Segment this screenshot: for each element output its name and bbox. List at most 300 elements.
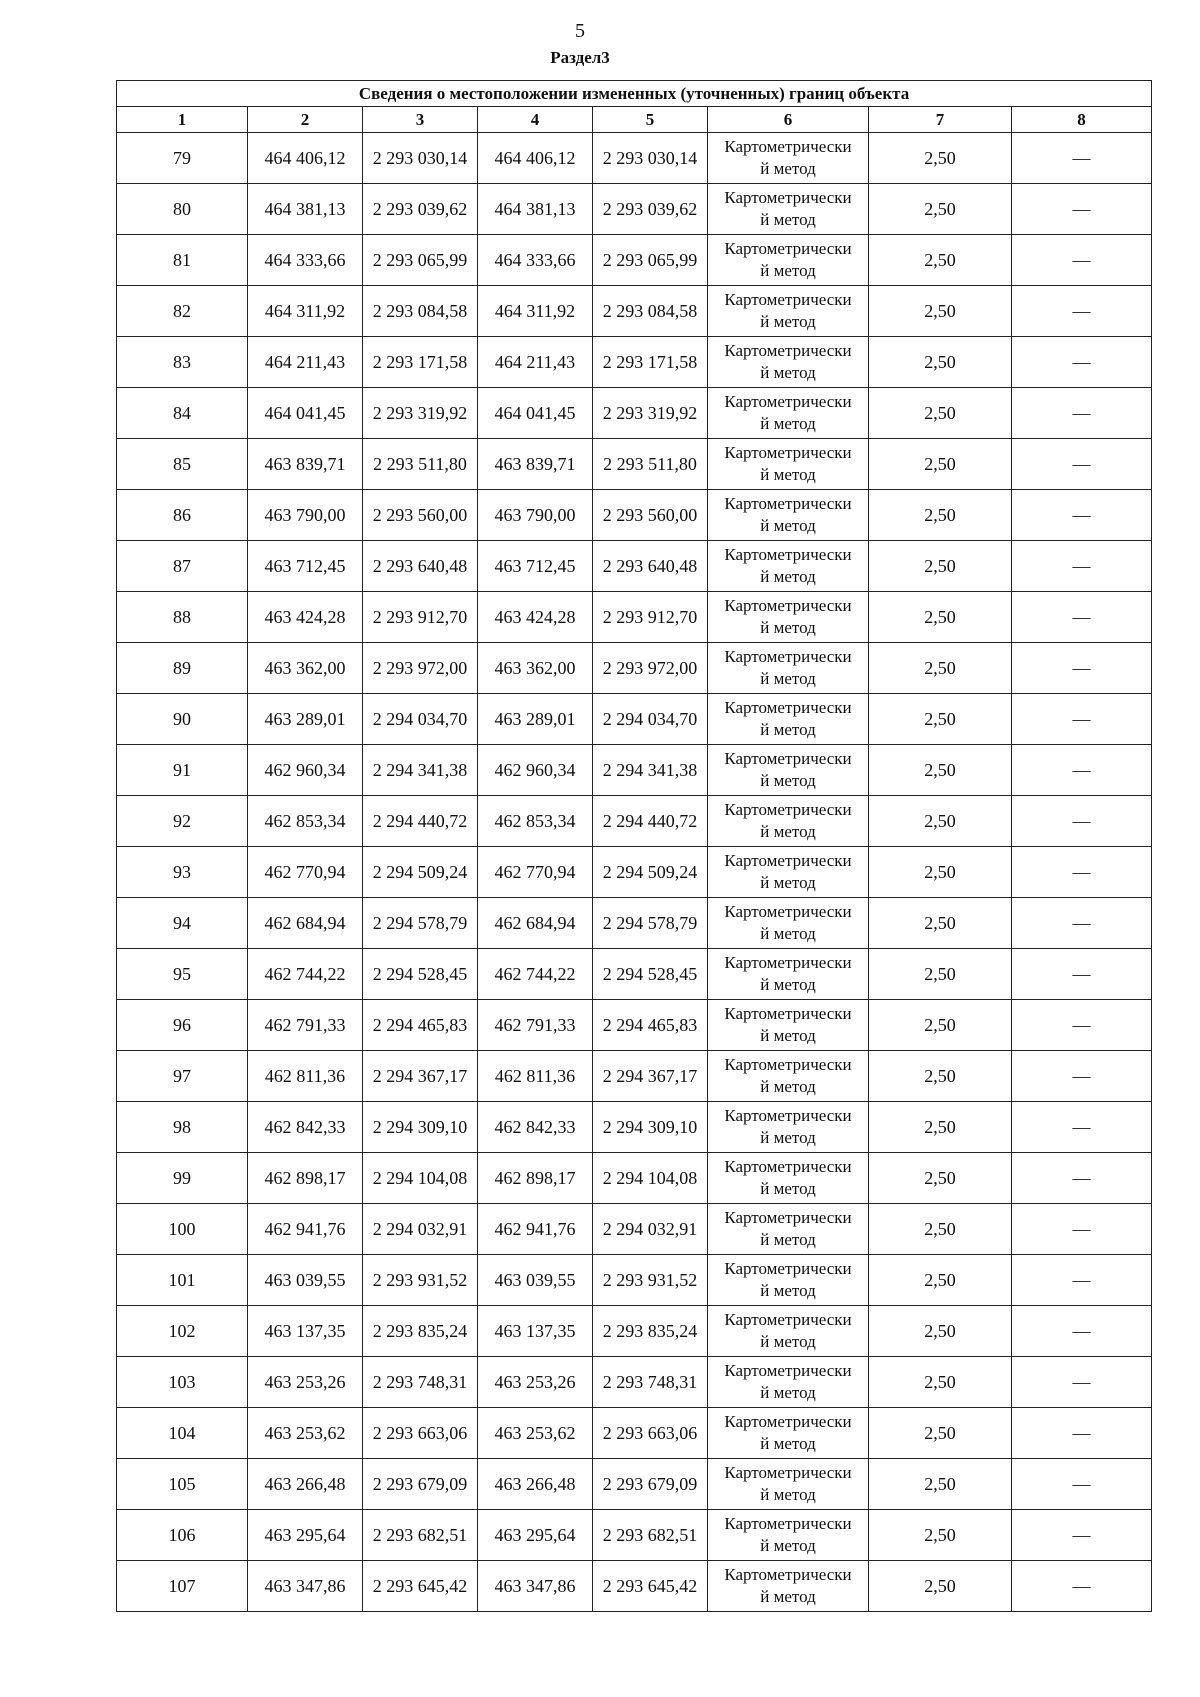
- note-cell: —: [1012, 184, 1152, 235]
- point-number-cell: 95: [117, 949, 248, 1000]
- y-coordinate-cell: 2 293 560,00: [593, 490, 708, 541]
- y-coordinate-cell: 2 294 578,79: [593, 898, 708, 949]
- method-text: Картометрически: [724, 851, 852, 870]
- y-coordinate-cell: 2 293 663,06: [593, 1408, 708, 1459]
- accuracy-cell: 2,50: [869, 592, 1012, 643]
- y-coordinate-cell: 2 293 319,92: [593, 388, 708, 439]
- y-coordinate-cell: 2 293 084,58: [593, 286, 708, 337]
- accuracy-cell: 2,50: [869, 286, 1012, 337]
- note-cell: —: [1012, 1510, 1152, 1561]
- accuracy-cell: 2,50: [869, 898, 1012, 949]
- method-text: Картометрически: [724, 749, 852, 768]
- method-text: Картометрически: [724, 800, 852, 819]
- note-cell: —: [1012, 898, 1152, 949]
- x-coordinate-cell: 463 253,62: [478, 1408, 593, 1459]
- table-caption: Сведения о местоположении измененных (уточненных) границ объекта: [117, 81, 1152, 107]
- accuracy-cell: 2,50: [869, 694, 1012, 745]
- method-text: Картометрически: [724, 698, 852, 717]
- x-coordinate-cell: 463 839,71: [248, 439, 363, 490]
- x-coordinate-cell: 463 362,00: [478, 643, 593, 694]
- y-coordinate-cell: 2 293 171,58: [363, 337, 478, 388]
- point-number-cell: 104: [117, 1408, 248, 1459]
- y-coordinate-cell: 2 294 104,08: [363, 1153, 478, 1204]
- method-text: Картометрически: [724, 443, 852, 462]
- x-coordinate-cell: 463 266,48: [478, 1459, 593, 1510]
- y-coordinate-cell: 2 293 912,70: [363, 592, 478, 643]
- x-coordinate-cell: 463 253,26: [478, 1357, 593, 1408]
- method-cell: [708, 694, 869, 745]
- method-text: й метод: [760, 1587, 816, 1606]
- x-coordinate-cell: 463 362,00: [248, 643, 363, 694]
- x-coordinate-cell: 464 211,43: [248, 337, 363, 388]
- x-coordinate-cell: 463 137,35: [248, 1306, 363, 1357]
- x-coordinate-cell: 464 381,13: [478, 184, 593, 235]
- y-coordinate-cell: 2 294 104,08: [593, 1153, 708, 1204]
- accuracy-cell: 2,50: [869, 1306, 1012, 1357]
- point-number-cell: 84: [117, 388, 248, 439]
- x-coordinate-cell: 462 770,94: [248, 847, 363, 898]
- method-text: й метод: [760, 873, 816, 892]
- method-text: й метод: [760, 465, 816, 484]
- y-coordinate-cell: 2 293 972,00: [593, 643, 708, 694]
- point-number-cell: 107: [117, 1561, 248, 1612]
- method-text: й метод: [760, 669, 816, 688]
- x-coordinate-cell: 462 941,76: [248, 1204, 363, 1255]
- y-coordinate-cell: 2 294 528,45: [593, 949, 708, 1000]
- method-cell: [708, 337, 869, 388]
- y-coordinate-cell: 2 294 309,10: [363, 1102, 478, 1153]
- x-coordinate-cell: 463 289,01: [248, 694, 363, 745]
- accuracy-cell: 2,50: [869, 1255, 1012, 1306]
- y-coordinate-cell: 2 293 030,14: [363, 133, 478, 184]
- point-number-cell: 83: [117, 337, 248, 388]
- point-number-cell: 82: [117, 286, 248, 337]
- method-cell: [708, 1153, 869, 1204]
- method-cell: [708, 133, 869, 184]
- column-number: 3: [363, 107, 478, 133]
- method-cell: [708, 1102, 869, 1153]
- x-coordinate-cell: 463 289,01: [478, 694, 593, 745]
- y-coordinate-cell: 2 293 065,99: [593, 235, 708, 286]
- accuracy-cell: 2,50: [869, 949, 1012, 1000]
- method-cell: [708, 949, 869, 1000]
- accuracy-cell: 2,50: [869, 133, 1012, 184]
- point-number-cell: 90: [117, 694, 248, 745]
- method-cell: [708, 898, 869, 949]
- table-row: [117, 1408, 1152, 1459]
- x-coordinate-cell: 464 311,92: [478, 286, 593, 337]
- x-coordinate-cell: 463 266,48: [248, 1459, 363, 1510]
- point-number-cell: 85: [117, 439, 248, 490]
- method-cell: [708, 235, 869, 286]
- note-cell: —: [1012, 541, 1152, 592]
- method-text: Картометрически: [724, 392, 852, 411]
- table-row: [117, 1204, 1152, 1255]
- method-text: Картометрически: [724, 902, 852, 921]
- method-cell: [708, 490, 869, 541]
- accuracy-cell: 2,50: [869, 1408, 1012, 1459]
- x-coordinate-cell: 462 744,22: [248, 949, 363, 1000]
- note-cell: —: [1012, 1051, 1152, 1102]
- accuracy-cell: 2,50: [869, 337, 1012, 388]
- accuracy-cell: 2,50: [869, 643, 1012, 694]
- method-text: Картометрически: [724, 647, 852, 666]
- x-coordinate-cell: 462 684,94: [248, 898, 363, 949]
- page-number: 5: [575, 20, 585, 42]
- table-row: [117, 694, 1152, 745]
- method-text: й метод: [760, 414, 816, 433]
- x-coordinate-cell: 463 839,71: [478, 439, 593, 490]
- point-number-cell: 87: [117, 541, 248, 592]
- x-coordinate-cell: 462 898,17: [248, 1153, 363, 1204]
- accuracy-cell: 2,50: [869, 439, 1012, 490]
- note-cell: —: [1012, 1357, 1152, 1408]
- method-cell: [708, 388, 869, 439]
- method-text: й метод: [760, 1026, 816, 1045]
- accuracy-cell: 2,50: [869, 1561, 1012, 1612]
- point-number-cell: 102: [117, 1306, 248, 1357]
- method-text: й метод: [760, 720, 816, 739]
- y-coordinate-cell: 2 294 528,45: [363, 949, 478, 1000]
- point-number-cell: 86: [117, 490, 248, 541]
- boundary-coordinates-table: [116, 80, 1152, 1612]
- note-cell: —: [1012, 1153, 1152, 1204]
- method-cell: [708, 1510, 869, 1561]
- table-row: [117, 898, 1152, 949]
- x-coordinate-cell: 463 347,86: [248, 1561, 363, 1612]
- method-text: й метод: [760, 1485, 816, 1504]
- table-row: [117, 235, 1152, 286]
- y-coordinate-cell: 2 293 640,48: [593, 541, 708, 592]
- point-number-cell: 98: [117, 1102, 248, 1153]
- column-number: 1: [117, 107, 248, 133]
- method-text: й метод: [760, 210, 816, 229]
- y-coordinate-cell: 2 293 319,92: [363, 388, 478, 439]
- table-row: [117, 643, 1152, 694]
- y-coordinate-cell: 2 294 440,72: [593, 796, 708, 847]
- x-coordinate-cell: 463 790,00: [248, 490, 363, 541]
- x-coordinate-cell: 462 853,34: [478, 796, 593, 847]
- method-text: Картометрически: [724, 290, 852, 309]
- x-coordinate-cell: 464 406,12: [478, 133, 593, 184]
- accuracy-cell: 2,50: [869, 184, 1012, 235]
- method-cell: [708, 286, 869, 337]
- method-text: Картометрически: [724, 494, 852, 513]
- method-cell: [708, 1459, 869, 1510]
- x-coordinate-cell: 464 041,45: [248, 388, 363, 439]
- table-row: [117, 1051, 1152, 1102]
- x-coordinate-cell: 462 853,34: [248, 796, 363, 847]
- table-row: [117, 1357, 1152, 1408]
- method-cell: [708, 439, 869, 490]
- method-text: й метод: [760, 363, 816, 382]
- method-text: й метод: [760, 1077, 816, 1096]
- y-coordinate-cell: 2 293 679,09: [363, 1459, 478, 1510]
- method-cell: [708, 541, 869, 592]
- column-number: 2: [248, 107, 363, 133]
- accuracy-cell: 2,50: [869, 1000, 1012, 1051]
- method-text: Картометрически: [724, 1565, 852, 1584]
- method-text: й метод: [760, 1230, 816, 1249]
- y-coordinate-cell: 2 293 748,31: [593, 1357, 708, 1408]
- y-coordinate-cell: 2 293 679,09: [593, 1459, 708, 1510]
- x-coordinate-cell: 464 311,92: [248, 286, 363, 337]
- x-coordinate-cell: 463 712,45: [248, 541, 363, 592]
- method-text: Картометрически: [724, 1157, 852, 1176]
- accuracy-cell: 2,50: [869, 796, 1012, 847]
- point-number-cell: 96: [117, 1000, 248, 1051]
- x-coordinate-cell: 463 039,55: [478, 1255, 593, 1306]
- note-cell: —: [1012, 1459, 1152, 1510]
- y-coordinate-cell: 2 293 748,31: [363, 1357, 478, 1408]
- table-row: [117, 796, 1152, 847]
- note-cell: —: [1012, 235, 1152, 286]
- note-cell: —: [1012, 439, 1152, 490]
- point-number-cell: 100: [117, 1204, 248, 1255]
- method-text: Картометрически: [724, 1106, 852, 1125]
- y-coordinate-cell: 2 294 309,10: [593, 1102, 708, 1153]
- column-number: 8: [1012, 107, 1152, 133]
- x-coordinate-cell: 462 842,33: [248, 1102, 363, 1153]
- method-cell: [708, 592, 869, 643]
- x-coordinate-cell: 462 744,22: [478, 949, 593, 1000]
- x-coordinate-cell: 463 712,45: [478, 541, 593, 592]
- y-coordinate-cell: 2 294 465,83: [593, 1000, 708, 1051]
- method-text: й метод: [760, 312, 816, 331]
- accuracy-cell: 2,50: [869, 541, 1012, 592]
- y-coordinate-cell: 2 293 972,00: [363, 643, 478, 694]
- y-coordinate-cell: 2 294 367,17: [363, 1051, 478, 1102]
- y-coordinate-cell: 2 294 341,38: [363, 745, 478, 796]
- method-cell: [708, 1306, 869, 1357]
- point-number-cell: 81: [117, 235, 248, 286]
- note-cell: —: [1012, 847, 1152, 898]
- method-text: й метод: [760, 1128, 816, 1147]
- point-number-cell: 105: [117, 1459, 248, 1510]
- method-text: Картометрически: [724, 1055, 852, 1074]
- note-cell: —: [1012, 133, 1152, 184]
- y-coordinate-cell: 2 294 032,91: [363, 1204, 478, 1255]
- method-text: й метод: [760, 1536, 816, 1555]
- column-number: 6: [708, 107, 869, 133]
- y-coordinate-cell: 2 294 509,24: [363, 847, 478, 898]
- y-coordinate-cell: 2 293 645,42: [593, 1561, 708, 1612]
- method-cell: [708, 1357, 869, 1408]
- method-cell: [708, 1000, 869, 1051]
- y-coordinate-cell: 2 293 682,51: [363, 1510, 478, 1561]
- note-cell: —: [1012, 1102, 1152, 1153]
- note-cell: —: [1012, 1561, 1152, 1612]
- point-number-cell: 94: [117, 898, 248, 949]
- note-cell: —: [1012, 796, 1152, 847]
- x-coordinate-cell: 463 137,35: [478, 1306, 593, 1357]
- y-coordinate-cell: 2 293 835,24: [593, 1306, 708, 1357]
- method-text: й метод: [760, 1179, 816, 1198]
- y-coordinate-cell: 2 293 511,80: [363, 439, 478, 490]
- note-cell: —: [1012, 1000, 1152, 1051]
- column-number-row: [117, 107, 1152, 133]
- method-text: Картометрически: [724, 137, 852, 156]
- table-row: [117, 1255, 1152, 1306]
- method-text: й метод: [760, 516, 816, 535]
- note-cell: —: [1012, 694, 1152, 745]
- y-coordinate-cell: 2 293 065,99: [363, 235, 478, 286]
- table-row: [117, 592, 1152, 643]
- x-coordinate-cell: 463 039,55: [248, 1255, 363, 1306]
- method-cell: [708, 643, 869, 694]
- method-text: й метод: [760, 1281, 816, 1300]
- table-row: [117, 847, 1152, 898]
- method-text: Картометрически: [724, 1004, 852, 1023]
- table-row: [117, 133, 1152, 184]
- column-number: 7: [869, 107, 1012, 133]
- accuracy-cell: 2,50: [869, 235, 1012, 286]
- note-cell: —: [1012, 1204, 1152, 1255]
- x-coordinate-cell: 462 684,94: [478, 898, 593, 949]
- method-cell: [708, 184, 869, 235]
- y-coordinate-cell: 2 294 367,17: [593, 1051, 708, 1102]
- method-text: й метод: [760, 618, 816, 637]
- point-number-cell: 88: [117, 592, 248, 643]
- note-cell: —: [1012, 592, 1152, 643]
- table-row: [117, 541, 1152, 592]
- y-coordinate-cell: 2 293 640,48: [363, 541, 478, 592]
- table-row: [117, 388, 1152, 439]
- method-cell: [708, 745, 869, 796]
- x-coordinate-cell: 462 811,36: [478, 1051, 593, 1102]
- point-number-cell: 99: [117, 1153, 248, 1204]
- note-cell: —: [1012, 1255, 1152, 1306]
- point-number-cell: 106: [117, 1510, 248, 1561]
- table-row: [117, 1153, 1152, 1204]
- method-text: Картометрически: [724, 1463, 852, 1482]
- method-cell: [708, 1051, 869, 1102]
- note-cell: —: [1012, 643, 1152, 694]
- x-coordinate-cell: 463 295,64: [248, 1510, 363, 1561]
- method-text: Картометрически: [724, 1259, 852, 1278]
- table-row: [117, 1510, 1152, 1561]
- method-text: й метод: [760, 1332, 816, 1351]
- y-coordinate-cell: 2 293 171,58: [593, 337, 708, 388]
- x-coordinate-cell: 464 333,66: [478, 235, 593, 286]
- method-cell: [708, 1561, 869, 1612]
- y-coordinate-cell: 2 293 084,58: [363, 286, 478, 337]
- method-text: й метод: [760, 567, 816, 586]
- y-coordinate-cell: 2 293 931,52: [593, 1255, 708, 1306]
- x-coordinate-cell: 463 295,64: [478, 1510, 593, 1561]
- x-coordinate-cell: 462 960,34: [248, 745, 363, 796]
- column-number: 5: [593, 107, 708, 133]
- table-row: [117, 1306, 1152, 1357]
- method-cell: [708, 796, 869, 847]
- x-coordinate-cell: 463 424,28: [478, 592, 593, 643]
- y-coordinate-cell: 2 294 032,91: [593, 1204, 708, 1255]
- section-title: Раздел3: [550, 48, 610, 67]
- y-coordinate-cell: 2 293 682,51: [593, 1510, 708, 1561]
- method-text: Картометрически: [724, 239, 852, 258]
- table-row: [117, 949, 1152, 1000]
- y-coordinate-cell: 2 293 835,24: [363, 1306, 478, 1357]
- y-coordinate-cell: 2 293 039,62: [363, 184, 478, 235]
- x-coordinate-cell: 462 791,33: [248, 1000, 363, 1051]
- method-text: Картометрически: [724, 341, 852, 360]
- method-text: Картометрически: [724, 1412, 852, 1431]
- accuracy-cell: 2,50: [869, 1204, 1012, 1255]
- note-cell: —: [1012, 745, 1152, 796]
- point-number-cell: 93: [117, 847, 248, 898]
- table-row: [117, 1459, 1152, 1510]
- method-text: Картометрически: [724, 1514, 852, 1533]
- method-text: й метод: [760, 261, 816, 280]
- y-coordinate-cell: 2 294 465,83: [363, 1000, 478, 1051]
- column-number: 4: [478, 107, 593, 133]
- method-text: Картометрически: [724, 953, 852, 972]
- y-coordinate-cell: 2 294 578,79: [363, 898, 478, 949]
- method-text: й метод: [760, 1383, 816, 1402]
- method-cell: [708, 1408, 869, 1459]
- y-coordinate-cell: 2 293 645,42: [363, 1561, 478, 1612]
- method-cell: [708, 847, 869, 898]
- table-row: [117, 490, 1152, 541]
- table-row: [117, 1000, 1152, 1051]
- y-coordinate-cell: 2 293 560,00: [363, 490, 478, 541]
- method-text: й метод: [760, 159, 816, 178]
- y-coordinate-cell: 2 294 440,72: [363, 796, 478, 847]
- x-coordinate-cell: 462 791,33: [478, 1000, 593, 1051]
- table-row: [117, 337, 1152, 388]
- table-row: [117, 184, 1152, 235]
- method-text: Картометрически: [724, 596, 852, 615]
- y-coordinate-cell: 2 293 912,70: [593, 592, 708, 643]
- x-coordinate-cell: 464 333,66: [248, 235, 363, 286]
- note-cell: —: [1012, 490, 1152, 541]
- x-coordinate-cell: 462 811,36: [248, 1051, 363, 1102]
- method-text: й метод: [760, 1434, 816, 1453]
- note-cell: —: [1012, 949, 1152, 1000]
- method-text: Картометрически: [724, 1310, 852, 1329]
- x-coordinate-cell: 462 960,34: [478, 745, 593, 796]
- method-text: Картометрически: [724, 188, 852, 207]
- point-number-cell: 103: [117, 1357, 248, 1408]
- table-body: [117, 133, 1152, 1612]
- x-coordinate-cell: 462 770,94: [478, 847, 593, 898]
- x-coordinate-cell: 463 424,28: [248, 592, 363, 643]
- x-coordinate-cell: 463 790,00: [478, 490, 593, 541]
- x-coordinate-cell: 463 347,86: [478, 1561, 593, 1612]
- accuracy-cell: 2,50: [869, 1153, 1012, 1204]
- y-coordinate-cell: 2 293 039,62: [593, 184, 708, 235]
- x-coordinate-cell: 463 253,26: [248, 1357, 363, 1408]
- y-coordinate-cell: 2 293 663,06: [363, 1408, 478, 1459]
- y-coordinate-cell: 2 294 509,24: [593, 847, 708, 898]
- table-row: [117, 439, 1152, 490]
- x-coordinate-cell: 462 898,17: [478, 1153, 593, 1204]
- method-text: й метод: [760, 975, 816, 994]
- table-row: [117, 745, 1152, 796]
- table-row: [117, 286, 1152, 337]
- x-coordinate-cell: 462 842,33: [478, 1102, 593, 1153]
- note-cell: —: [1012, 1408, 1152, 1459]
- method-text: й метод: [760, 924, 816, 943]
- x-coordinate-cell: 464 211,43: [478, 337, 593, 388]
- y-coordinate-cell: 2 293 030,14: [593, 133, 708, 184]
- y-coordinate-cell: 2 294 034,70: [363, 694, 478, 745]
- x-coordinate-cell: 464 406,12: [248, 133, 363, 184]
- method-text: Картометрически: [724, 545, 852, 564]
- point-number-cell: 101: [117, 1255, 248, 1306]
- method-text: й метод: [760, 822, 816, 841]
- point-number-cell: 80: [117, 184, 248, 235]
